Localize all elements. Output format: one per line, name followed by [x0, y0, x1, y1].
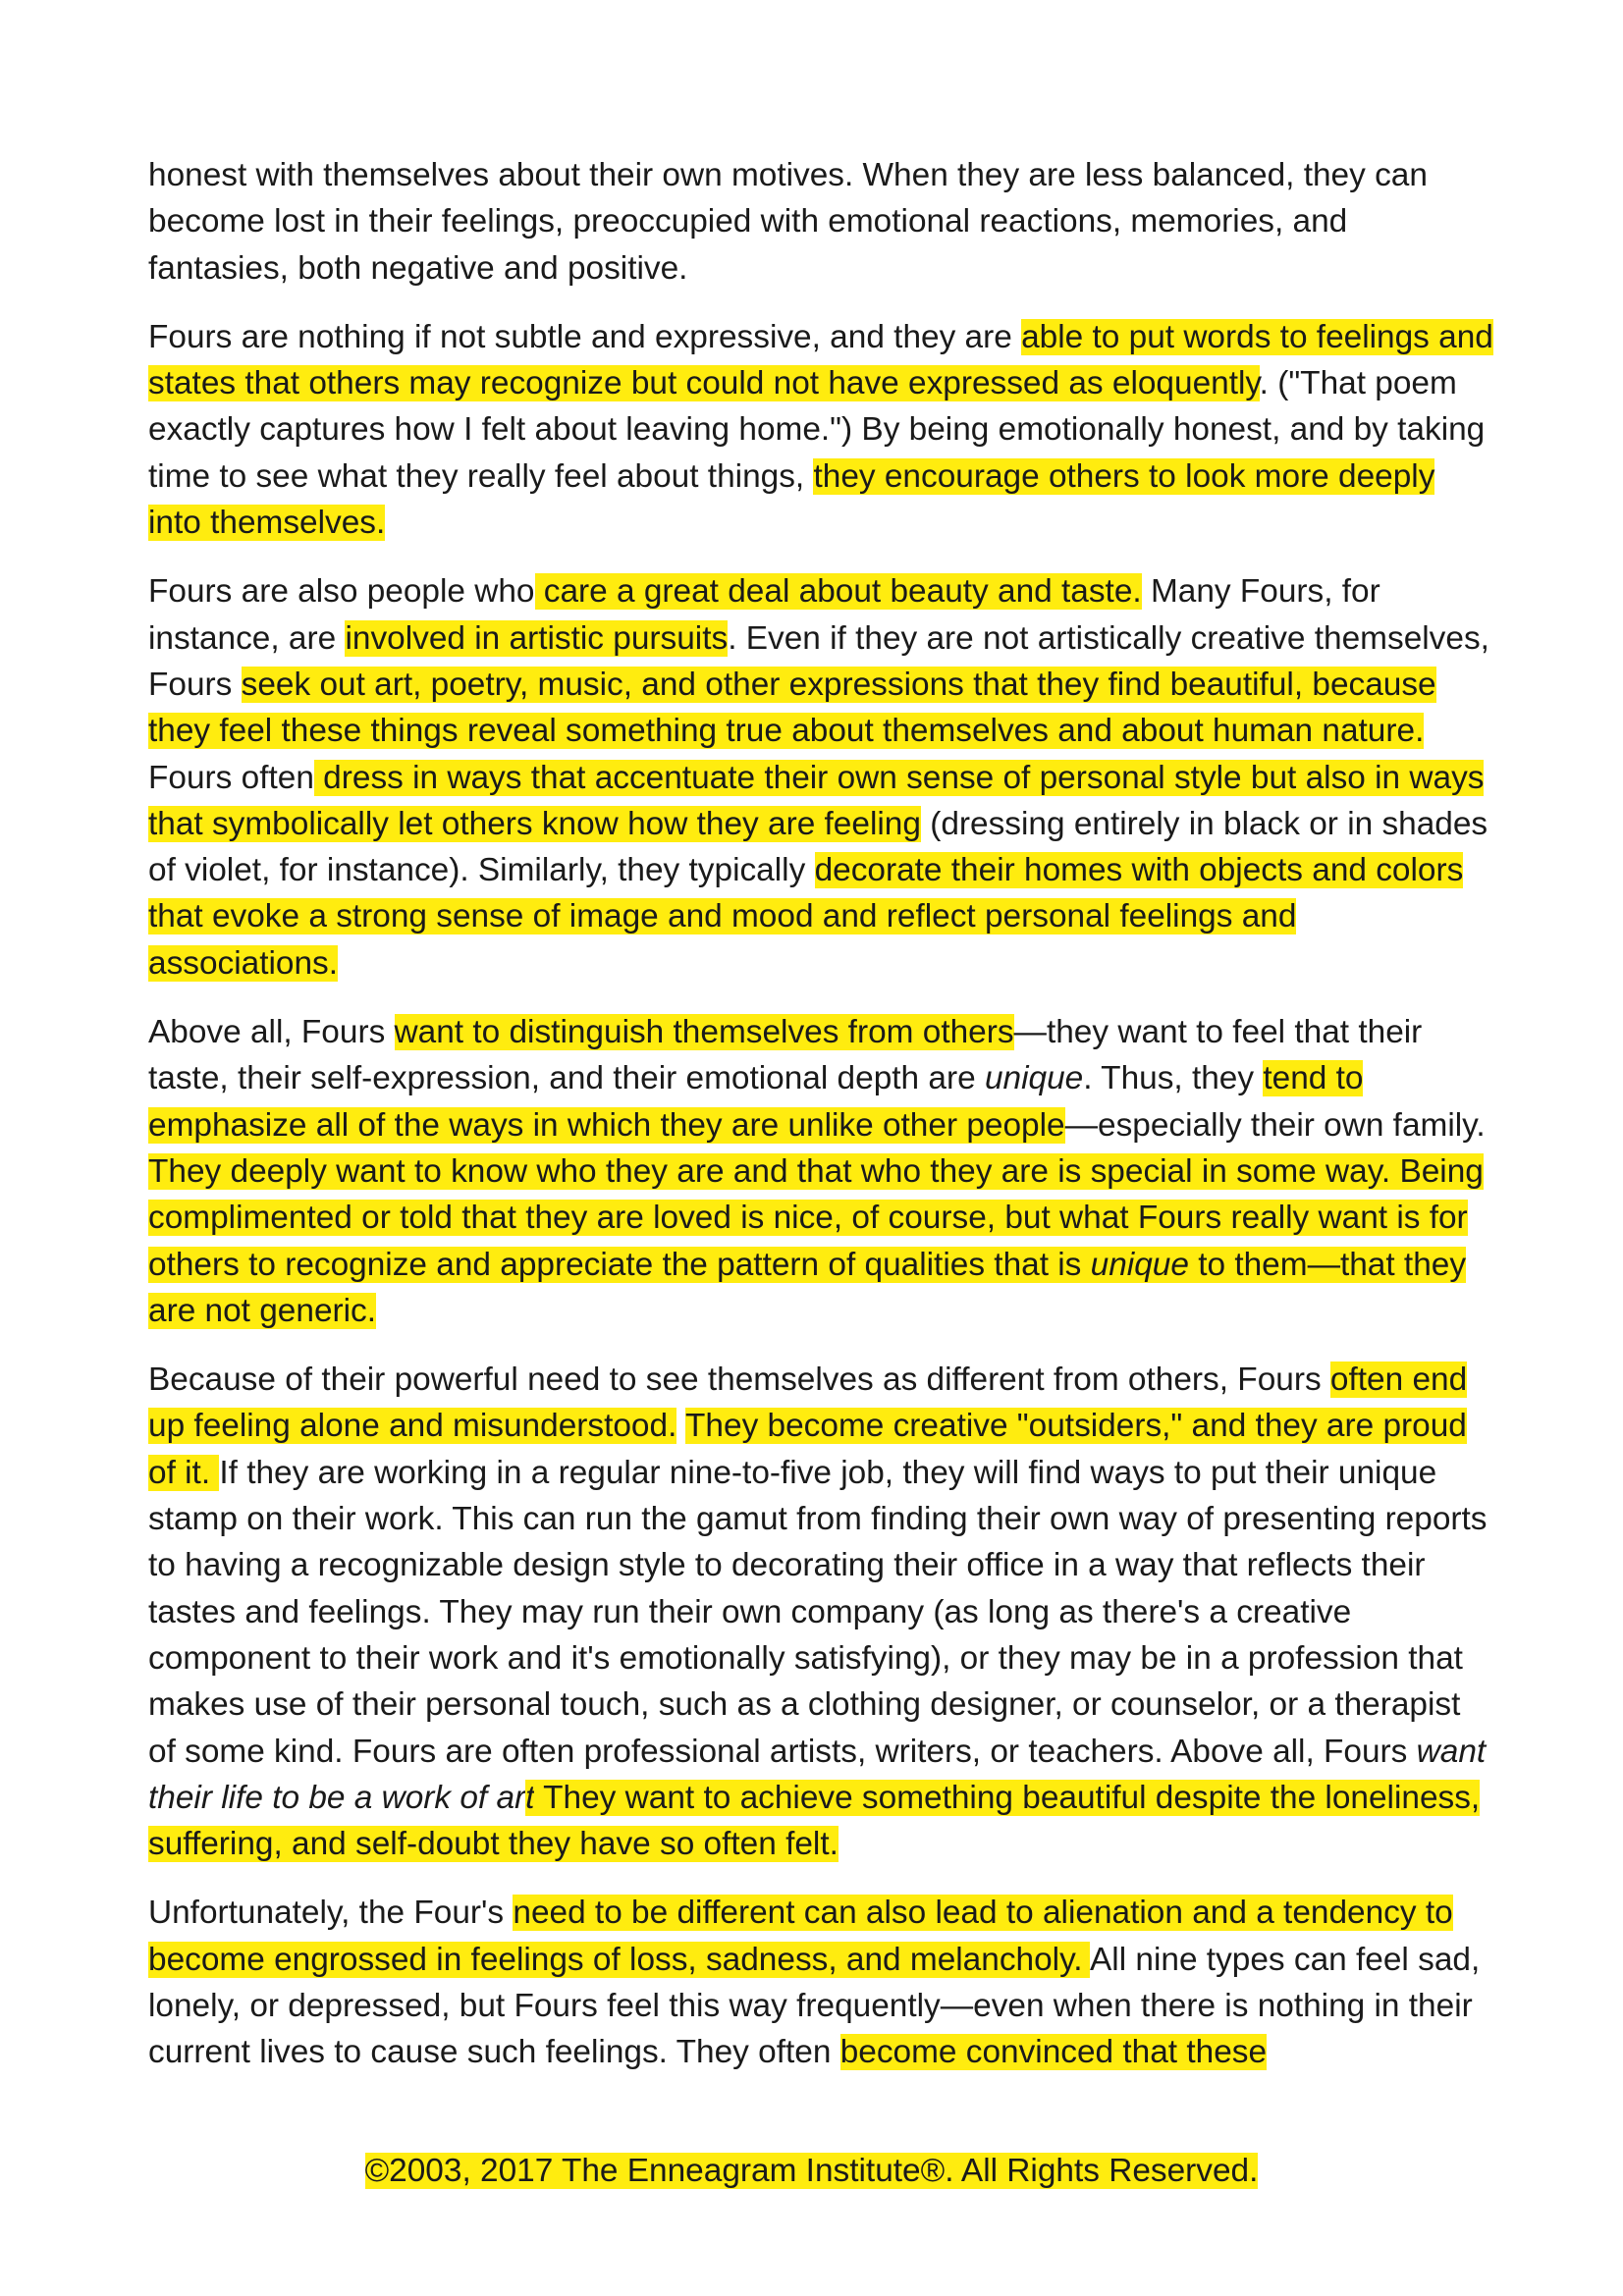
highlighted-text: care a great deal about beauty and taste. [534, 573, 1142, 611]
text-segment: All nine types can feel sad, lonely, or depressed, but Fours feel this way frequently—even when there is nothing in their current lives to cause such feelings. They often [148, 1941, 1481, 2071]
text-segment: unique [984, 1060, 1084, 1097]
text-segment: honest with themselves about their own motives. When they are less balanced, they can become lost in their feelings, preoccupied with emotional reactions, memories, and fantasies, both negative and positive. [148, 157, 1428, 287]
highlighted-text: seek out art, poetry, music, and other expressions that they find beautiful, because they feel these things reveal something true about themselves and about human nature. [148, 666, 1436, 750]
paragraph [148, 1890, 1493, 2075]
text-segment: Fours are nothing if not subtle and expressive, and they are [148, 318, 1022, 355]
paragraph [148, 1357, 1493, 1867]
text-segment: Fours are also people who [148, 573, 535, 611]
highlighted-text: to them—that they are not generic. [148, 1246, 1467, 1329]
document-body [148, 152, 1493, 2099]
highlighted-text: decorate their homes with objects and colors that evoke a strong sense of image and mood and reflect personal feelings and associations. [148, 852, 1464, 982]
text-segment: . Thus, they [1083, 1060, 1264, 1097]
text-segment: (dressing entirely in black or in shades of violet, for instance). Similarly, they typically [148, 805, 1488, 889]
highlighted-text: able to put words to feelings and states that others may recognize but could not have expressed as eloquently [148, 318, 1493, 402]
text-segment: Above all, Fours [148, 1014, 395, 1051]
paragraph [148, 314, 1493, 546]
text-segment: —especially their own family. [1064, 1106, 1486, 1144]
highlighted-text: tend to emphasize all of the ways in which they are unlike other people [148, 1060, 1364, 1144]
text-segment: If they are working in a regular nine-to-five job, they will find ways to put their unique stamp on their work. This can run the gamut from finding their own way of presenting reports to having a recognizable design style to decorating their office in a way that reflects their tastes and feelings. They may run their own company (as long as there's a creative component to their work and it's emotionally satisfying), or they may be in a profession that makes use of their personal touch, such as a clothing designer, or counselor, or a therapist of some kind. Fours are often professional artists, writers, or teachers. Above all, Fours [148, 1454, 1488, 1770]
paragraph [148, 568, 1493, 987]
text-segment: —they want to feel that their taste, their self-expression, and their emotional depth are [148, 1014, 1423, 1097]
highlighted-text: dress in ways that accentuate their own sense of personal style but also in ways that symbolically let others know how they are feeling [148, 759, 1485, 842]
highlighted-text: become convinced that these [839, 2034, 1268, 2071]
highlighted-text: want to distinguish themselves from others [394, 1014, 1014, 1051]
highlighted-text: need to be different can also lead to alienation and a tendency to become engrossed in feelings of loss, sadness, and melancholy. [148, 1895, 1453, 1978]
highlighted-text: t [525, 1779, 535, 1816]
paragraph [148, 152, 1493, 292]
highlighted-text: unique [1090, 1246, 1189, 1283]
highlighted-text: They deeply want to know who they are and that who they are is special in some way. Being complimented or told that they are loved is nice, of course, but what Fours really want is for others to recognize and appreciate the pattern of qualities that is [148, 1152, 1484, 1283]
text-segment: Unfortunately, the Four's [148, 1895, 514, 1932]
text-segment: Fours often [148, 759, 314, 796]
copyright-text: ©2003, 2017 The Enneagram Institute®. All Rights Reserved. [364, 2153, 1259, 2189]
text-segment: . Even if they are not artistically creative themselves, Fours [148, 619, 1489, 703]
text-segment: . ("That poem exactly captures how I felt about leaving home.") By being emotionally honest, and by taking time to see what they really feel about things, [148, 365, 1486, 495]
highlighted-text: They become creative "outsiders," and they are proud of it. [148, 1408, 1467, 1491]
text-segment [676, 1408, 685, 1444]
highlighted-text: They want to achieve something beautiful despite the loneliness, suffering, and self-doubt they have so often felt. [148, 1779, 1481, 1863]
copyright-footer [0, 2148, 1623, 2194]
text-segment: want their life to be a work of ar [148, 1733, 1487, 1816]
paragraph [148, 1009, 1493, 1334]
highlighted-text: often end up feeling alone and misunderstood. [148, 1362, 1468, 1445]
highlighted-text: involved in artistic pursuits [345, 619, 729, 657]
text-segment: Many Fours, for instance, are [148, 573, 1380, 657]
text-segment: Because of their powerful need to see themselves as different from others, Fours [148, 1362, 1330, 1399]
highlighted-text: they encourage others to look more deeply into themselves. [148, 457, 1435, 542]
